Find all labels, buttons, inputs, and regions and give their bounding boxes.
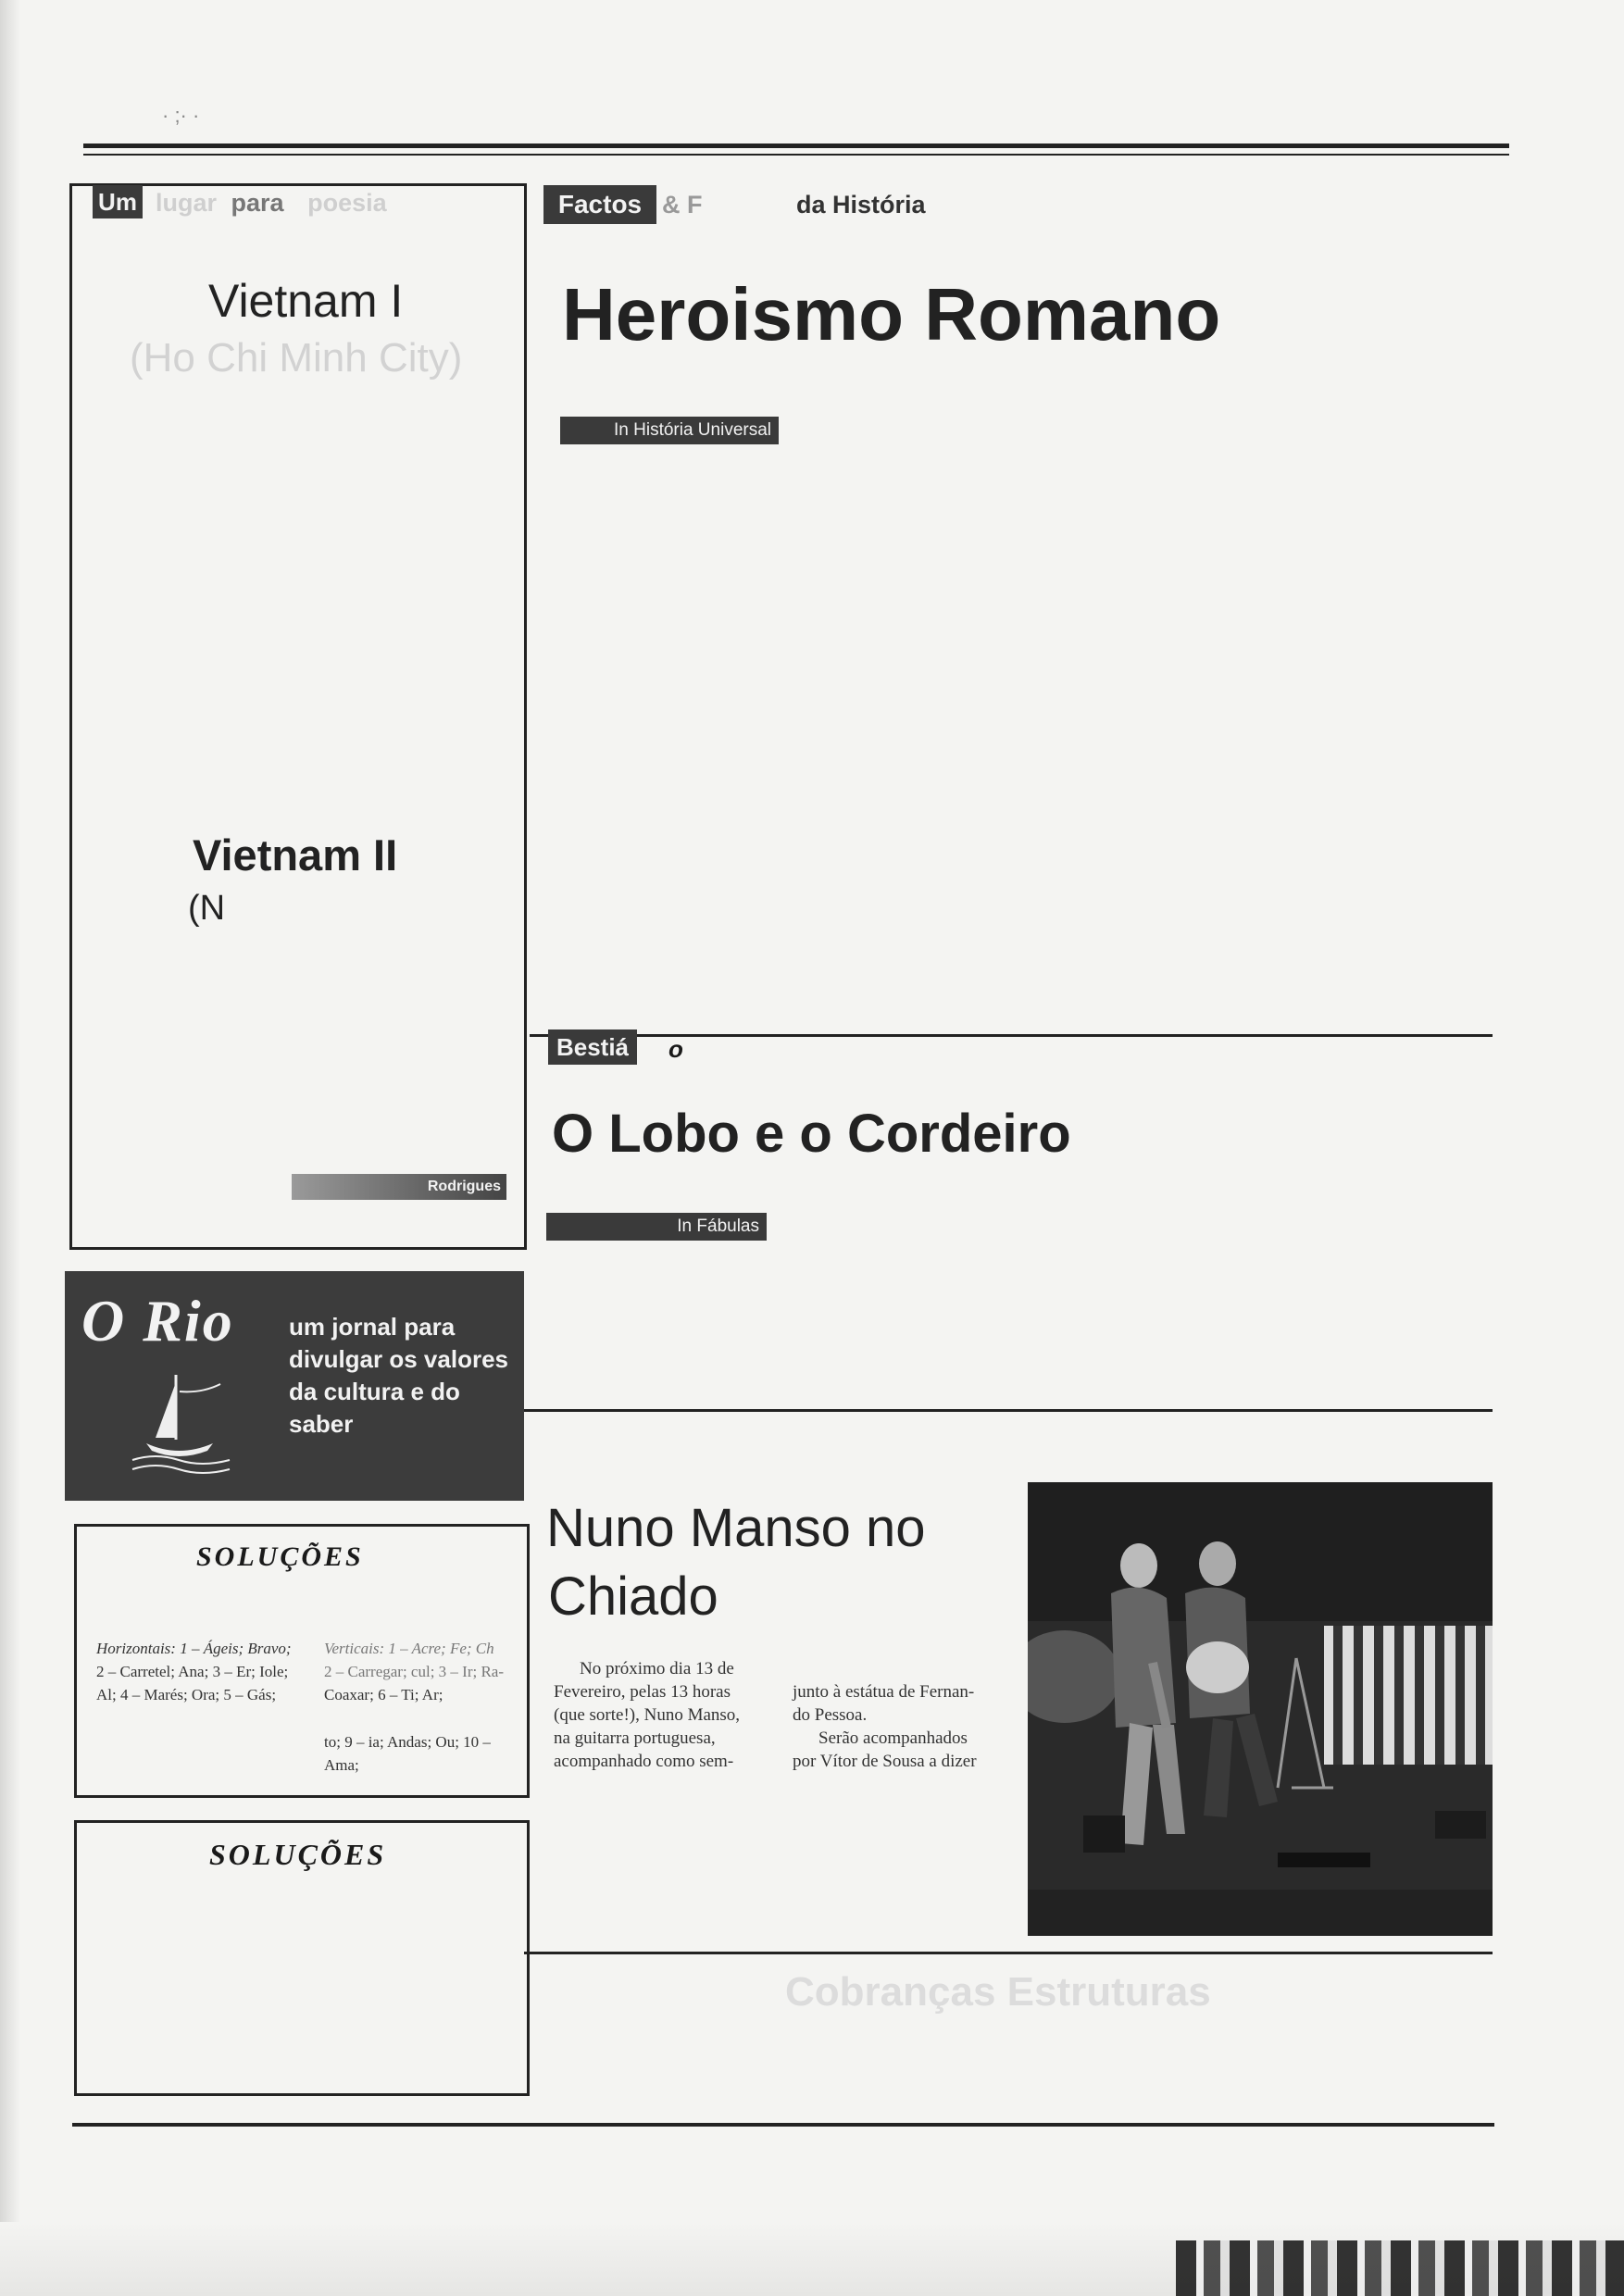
solucoes-title-1: SOLUÇÕES (196, 1541, 364, 1572)
solucoes1-col1 (96, 1637, 305, 1706)
article-headline-line2: Chiado (548, 1566, 718, 1627)
poem2-subtitle: (N (188, 889, 226, 928)
author-tag: Rodrigues (292, 1174, 506, 1200)
tag-word-poesia: poesia (307, 189, 387, 217)
striped-backdrop (1324, 1626, 1493, 1765)
fable-tag: Bestiá (548, 1029, 637, 1065)
solucoes1-col2-line: to; 9 – ia; Andas; Ou; 10 – Ama; (324, 1733, 491, 1774)
top-rule (83, 144, 1509, 148)
poetry-tag-words (156, 189, 387, 218)
article-col1 (554, 1657, 776, 1773)
history-headline: Heroismo Romano (562, 273, 1221, 356)
sailboat-icon (128, 1366, 239, 1481)
top-scribble: · ;· · (162, 104, 200, 127)
fable-category-tag: In Fábulas (546, 1213, 767, 1241)
article-col1-line: (que sorte!), Nuno Manso, (554, 1705, 741, 1725)
solucoes1-col2-line: Coaxar; 6 – Ti; Ar; (324, 1686, 443, 1703)
article-col1-line: na guitarra portuguesa, (554, 1728, 716, 1748)
poem1-subtitle: (Ho Chi Minh City) (130, 335, 463, 381)
musicians-photo-illustration (1028, 1482, 1493, 1936)
tag-word-para: para (231, 189, 284, 217)
article-col2-line: do Pessoa. (793, 1705, 868, 1725)
solucoes1-col1-line: 2 – Carretel; Ana; 3 – Er; Iole; (96, 1663, 289, 1680)
history-tag: Factos (543, 185, 656, 224)
article-col1-line: acompanhado como sem- (554, 1752, 734, 1771)
article-headline-line1: Nuno Manso no (546, 1498, 926, 1558)
solucoes1-col2 (324, 1637, 523, 1777)
article-col1-line: Fevereiro, pelas 13 horas (554, 1682, 731, 1702)
fable-tag-rest: o (668, 1035, 683, 1063)
rio-logo: O Rio (81, 1288, 234, 1354)
article-bottom-rule (524, 1952, 1493, 1954)
tag-word-lugar: lugar (156, 189, 218, 217)
fable-bottom-rule (524, 1409, 1493, 1412)
history-tag-rest (662, 191, 926, 219)
history-tag-connector: & F (662, 191, 703, 218)
history-category-tag: In História Universal (560, 417, 779, 444)
solucoes1-col2-line: Verticais: 1 – Acre; Fe; Ch (324, 1640, 494, 1657)
solucoes1-col1-line: Al; 4 – Marés; Ora; 5 – Gás; (96, 1686, 277, 1703)
binding-strip (1176, 2240, 1624, 2296)
history-tag-end: da História (796, 191, 926, 218)
poem1-title: Vietnam I (208, 275, 404, 327)
article-photo (1028, 1482, 1493, 1936)
fable-headline: O Lobo e o Cordeiro (552, 1104, 1071, 1164)
scan-edge-left (0, 0, 20, 2296)
article-col2-line: junto à estátua de Fernan- (793, 1682, 975, 1702)
article-col2-line: por Vítor de Sousa a dizer (793, 1752, 977, 1771)
bottom-rule (72, 2123, 1494, 2127)
solucoes-title-2: SOLUÇÕES (209, 1838, 387, 1871)
solucoes1-col1-line: Horizontais: 1 – Ágeis; Bravo; (96, 1640, 292, 1657)
faded-bottom-headline: Cobranças Estruturas (785, 1969, 1211, 2015)
solucoes1-col2-line: 2 – Carregar; cul; 3 – Ir; Ra- (324, 1663, 505, 1680)
article-col2-line: Serão acompanhados (818, 1728, 968, 1748)
poetry-tag: Um (93, 185, 143, 218)
article-col1-line: No próximo dia 13 de (580, 1659, 734, 1678)
poem2-title: Vietnam II (193, 830, 398, 880)
article-col2 (793, 1680, 1015, 1773)
top-rule-thin (83, 154, 1509, 156)
rio-tagline: um jornal para divulgar os valores da cultura e do saber (289, 1313, 508, 1438)
